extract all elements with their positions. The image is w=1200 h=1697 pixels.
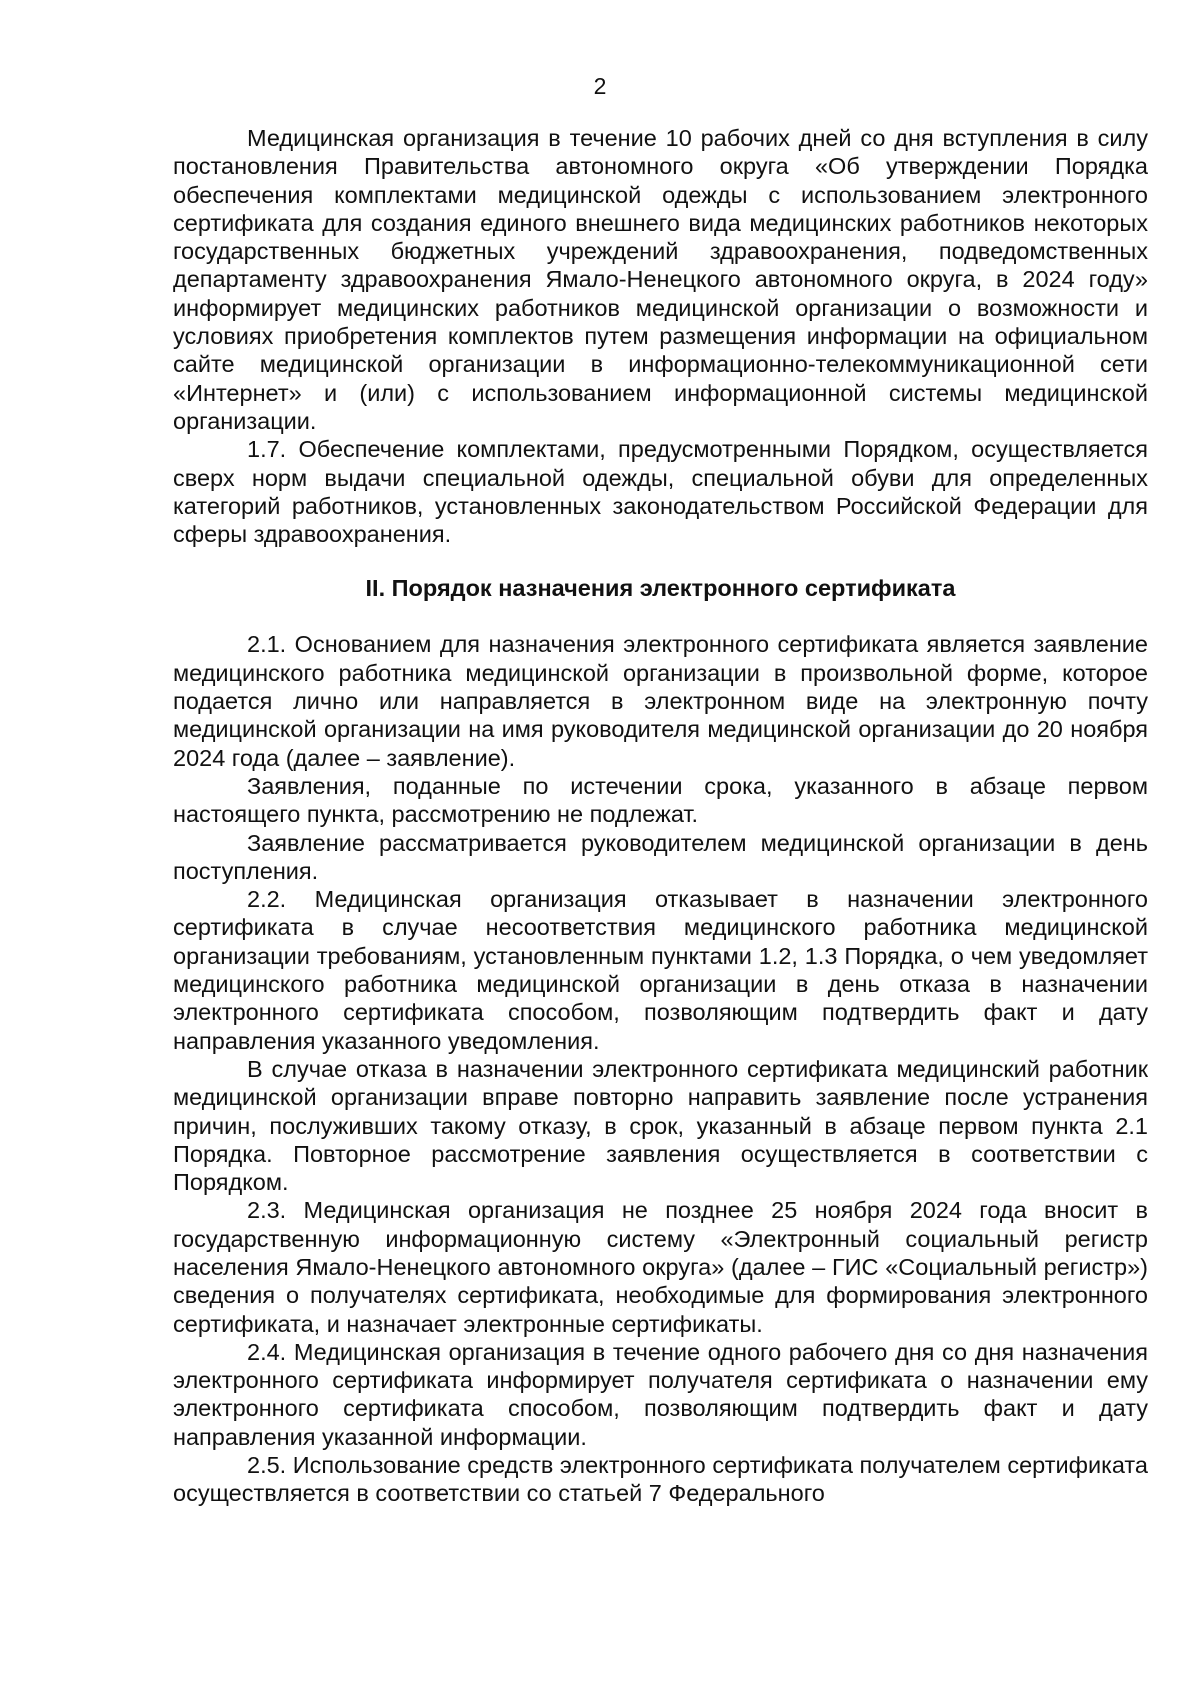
section-heading: II. Порядок назначения электронного сертификата xyxy=(365,575,956,602)
paragraph-2-1: 2.1. Основанием для назначения электронного сертификата является заявление медицинского работника медицинской организации в произвольной форме, которое подается лично или направляется в электронном виде на электронную почту медицинской организации на имя руководителя медицинской организации до 20 ноября 2024 года (далее – заявление). xyxy=(173,631,1148,771)
paragraph-2-2-resubmission: В случае отказа в назначении электронного сертификата медицинский работник медицинской организации вправе повторно направить заявление после устранения причин, послуживших такому отказу, в срок, указанный в абзаце первом пункта 2.1 Порядка. Повторное рассмотрение заявления осуществляется в соответствии с Порядком. xyxy=(173,1055,1148,1196)
page-number: 2 xyxy=(593,73,607,99)
paragraph-2-3: 2.3. Медицинская организация не позднее 25 ноября 2024 года вносит в государственную информационную систему «Электронный социальный регистр населения Ямало-Ненецкого автономного округа» (далее – ГИС «Социальный регистр») сведения о получателях сертификата, необходимые для формирования электронного сертификата, и назначает электронные сертификаты. xyxy=(173,1197,1148,1337)
paragraph-2-1-review: Заявление рассматривается руководителем медицинской организации в день поступления. xyxy=(173,829,1148,884)
paragraph-2-1-late-applications: Заявления, поданные по истечении срока, указанного в абзаце первом настоящего пункта, рассмотрению не подлежат. xyxy=(173,772,1148,828)
document-body xyxy=(173,124,1148,1508)
paragraph-2-2: 2.2. Медицинская организация отказывает в назначении электронного сертификата в случае несоответствия медицинского работника медицинской организации требованиям, установленным пунктами 1.2, 1.3 Порядка, о чем уведомляет медицинского работника медицинской организации в день отказа в назначении электронного сертификата способом, позволяющим подтвердить факт и дату направления указанного уведомления. xyxy=(173,886,1148,1054)
paragraph-informing: Медицинская организация в течение 10 рабочих дней со дня вступления в силу постановления Правительства автономного округа «Об утверждении Порядка обеспечения комплектами медицинской одежды с использованием электронного сертификата для создания единого внешнего вида медицинских работников некоторых государственных бюджетных учреждений здравоохранения, подведомственных департаменту здравоохранения Ямало-Ненецкого автономного округа, в 2024 году» информирует медицинских работников медицинской организации о возможности и условиях приобретения комплектов путем размещения информации на официальном сайте медицинской организации в информационно-телекоммуникационной сети «Интернет» и (или) с использованием информационной системы медицинской организации. xyxy=(173,125,1148,434)
paragraph-2-5: 2.5. Использование средств электронного сертификата получателем сертификата осуществляется в соответствии со статьей 7 Федерального xyxy=(173,1452,1148,1507)
paragraph-1-7: 1.7. Обеспечение комплектами, предусмотренными Порядком, осуществляется сверх норм выдачи специальной одежды, специальной обуви для определенных категорий работников, установленных законодательством Российской Федерации для сферы здравоохранения. xyxy=(173,436,1148,548)
paragraph-2-4: 2.4. Медицинская организация в течение одного рабочего дня со дня назначения электронного сертификата информирует получателя сертификата о назначении ему электронного сертификата способом, позволяющим подтвердить факт и дату направления указанной информации. xyxy=(173,1338,1148,1450)
